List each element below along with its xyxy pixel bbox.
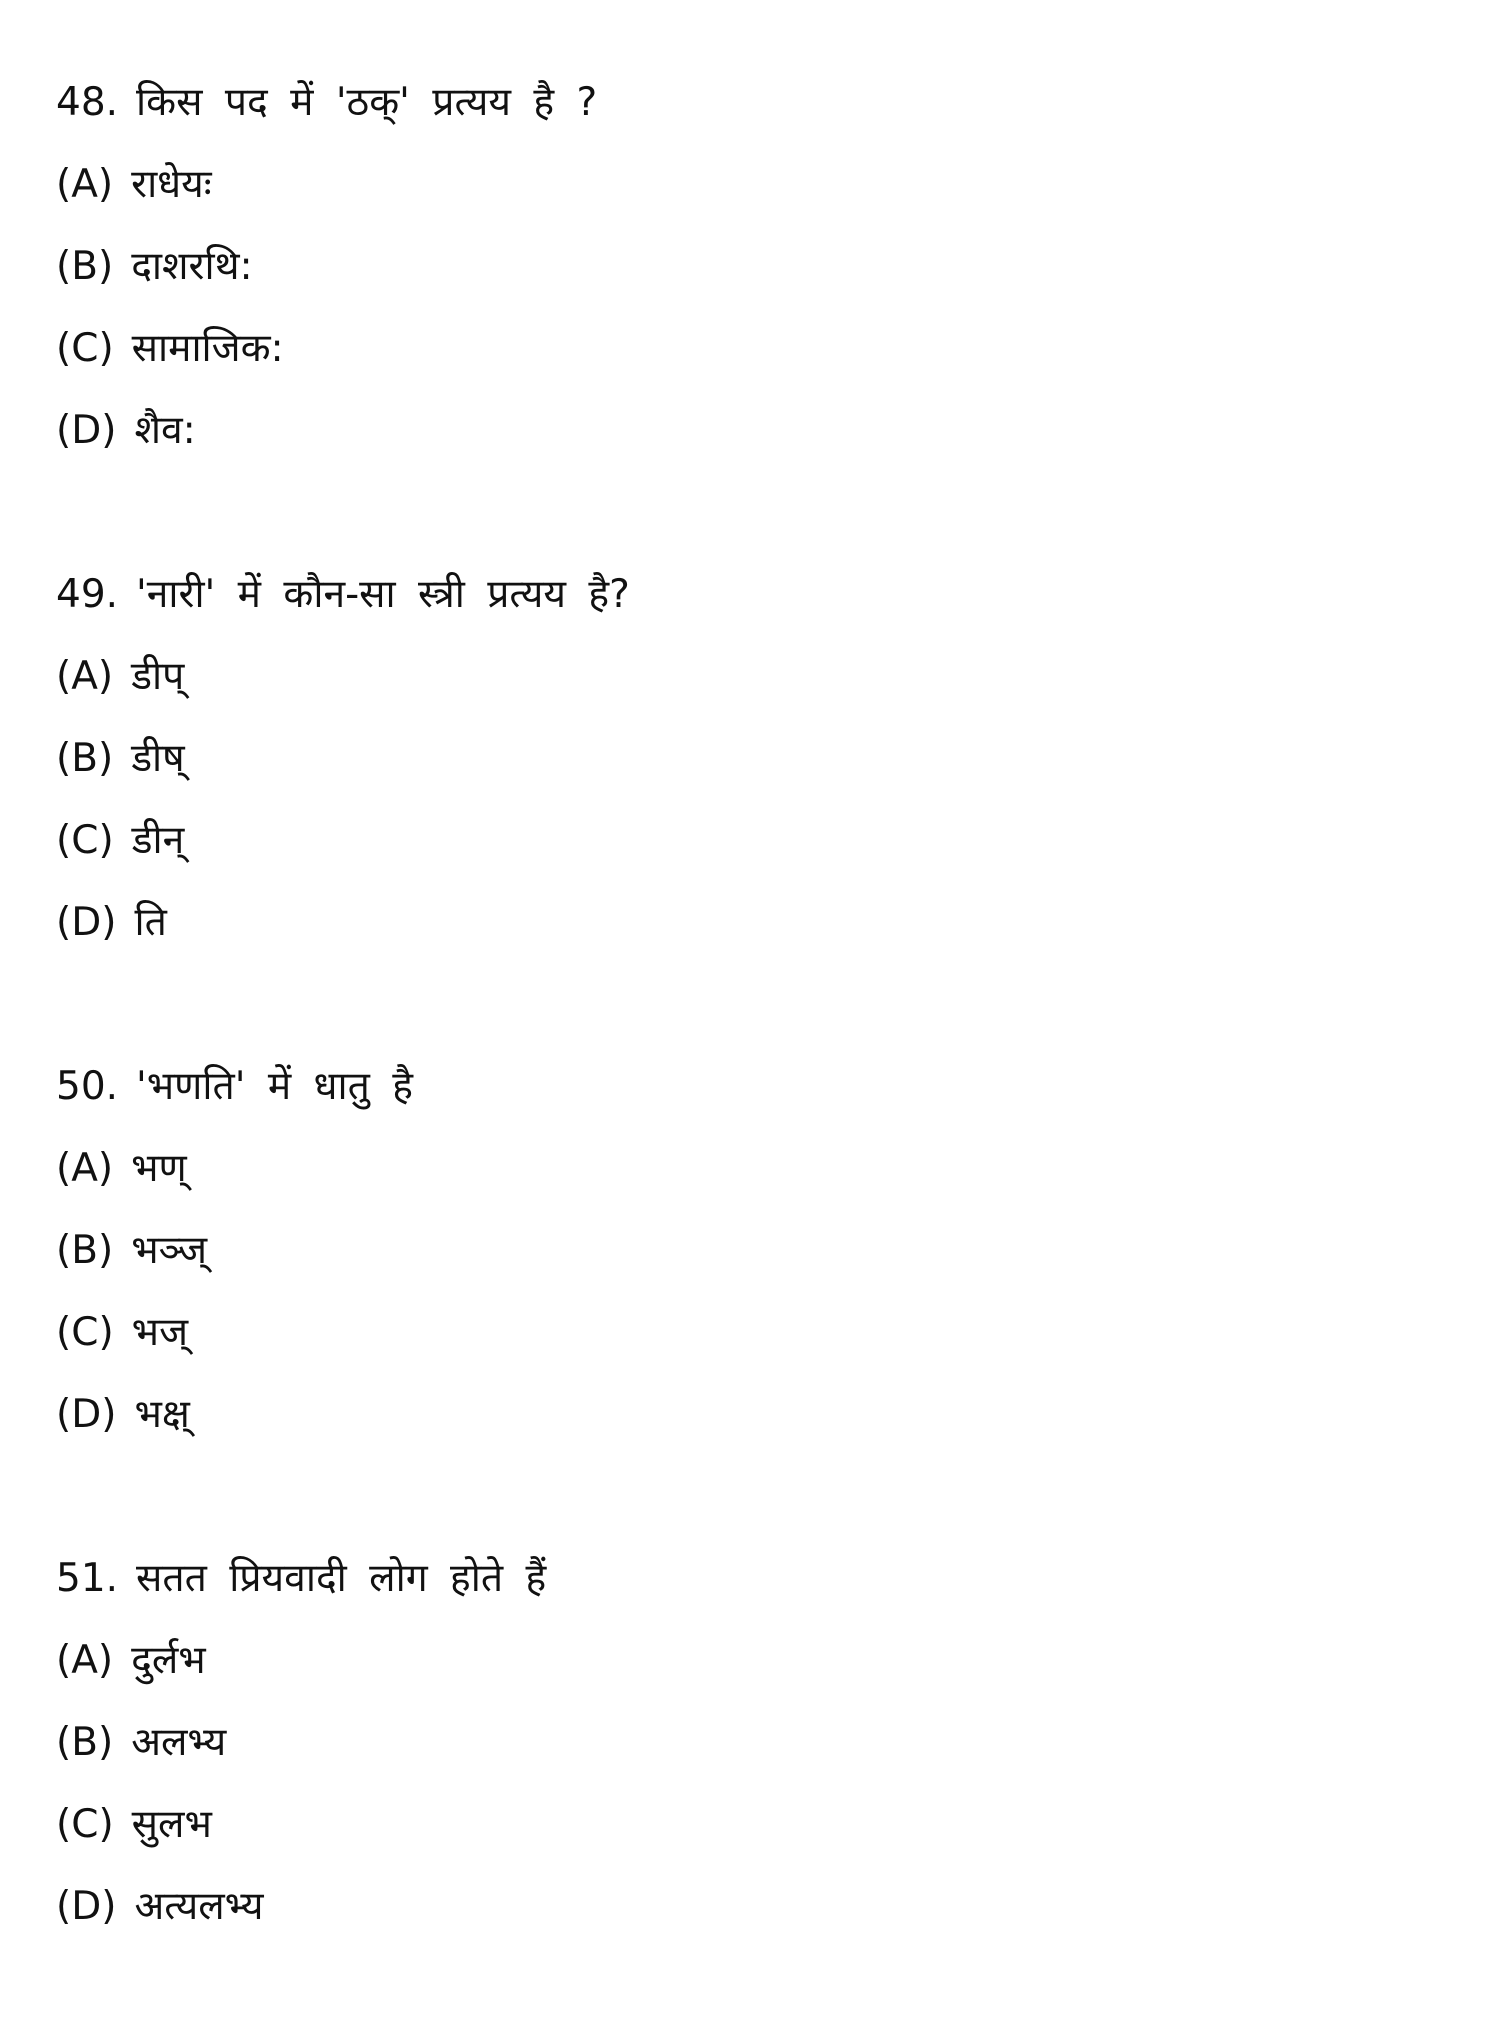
option-b bbox=[56, 726, 1436, 808]
option-d bbox=[56, 890, 1436, 972]
option-label: (A) bbox=[56, 1146, 114, 1191]
question-48 bbox=[56, 70, 1436, 562]
option-text: ति bbox=[134, 900, 167, 945]
option-text: राधेयः bbox=[131, 162, 212, 207]
option-text: सामाजिक: bbox=[131, 326, 284, 371]
option-a bbox=[56, 644, 1436, 726]
option-text: डीन् bbox=[131, 818, 185, 863]
option-text: डीप् bbox=[131, 654, 185, 699]
option-label: (D) bbox=[56, 1884, 117, 1929]
question-number: 49. bbox=[56, 572, 119, 617]
question-text: 'भणति' में धातु है bbox=[136, 1064, 413, 1109]
option-label: (B) bbox=[56, 1228, 114, 1273]
question-text: किस पद में 'ठक्' प्रत्यय है ? bbox=[136, 80, 598, 125]
option-b bbox=[56, 234, 1436, 316]
option-text: भक्ष् bbox=[134, 1392, 190, 1437]
option-a bbox=[56, 1628, 1436, 1710]
question-number: 50. bbox=[56, 1064, 119, 1109]
option-text: अत्यलभ्य bbox=[134, 1884, 264, 1929]
question-sheet bbox=[56, 70, 1436, 2038]
option-label: (A) bbox=[56, 162, 114, 207]
question-stem bbox=[56, 562, 1436, 644]
option-label: (A) bbox=[56, 1638, 114, 1683]
option-b bbox=[56, 1710, 1436, 1792]
option-a bbox=[56, 1136, 1436, 1218]
option-text: अलभ्य bbox=[131, 1720, 227, 1765]
option-label: (B) bbox=[56, 736, 114, 781]
option-c bbox=[56, 1300, 1436, 1382]
question-stem bbox=[56, 70, 1436, 152]
option-text: सुलभ bbox=[131, 1802, 212, 1847]
option-text: भज् bbox=[131, 1310, 189, 1355]
option-label: (A) bbox=[56, 654, 114, 699]
option-d bbox=[56, 398, 1436, 480]
option-label: (D) bbox=[56, 1392, 117, 1437]
question-stem bbox=[56, 1054, 1436, 1136]
option-text: शैव: bbox=[134, 408, 196, 453]
question-49 bbox=[56, 562, 1436, 1054]
option-c bbox=[56, 1792, 1436, 1874]
option-c bbox=[56, 808, 1436, 890]
option-a bbox=[56, 152, 1436, 234]
option-label: (B) bbox=[56, 244, 114, 289]
question-51 bbox=[56, 1546, 1436, 2038]
option-label: (D) bbox=[56, 900, 117, 945]
option-label: (C) bbox=[56, 326, 114, 371]
option-text: भण् bbox=[131, 1146, 187, 1191]
question-text: 'नारी' में कौन-सा स्त्री प्रत्यय है? bbox=[136, 572, 630, 617]
question-number: 51. bbox=[56, 1556, 119, 1601]
option-text: दाशरथि: bbox=[131, 244, 253, 289]
option-label: (C) bbox=[56, 1310, 114, 1355]
option-text: डीष् bbox=[131, 736, 185, 781]
option-b bbox=[56, 1218, 1436, 1300]
option-text: भञ्ज् bbox=[131, 1228, 208, 1273]
question-50 bbox=[56, 1054, 1436, 1546]
option-label: (C) bbox=[56, 818, 114, 863]
option-label: (C) bbox=[56, 1802, 114, 1847]
option-label: (D) bbox=[56, 408, 117, 453]
question-stem bbox=[56, 1546, 1436, 1628]
question-text: सतत प्रियवादी लोग होते हैं bbox=[136, 1556, 547, 1601]
question-number: 48. bbox=[56, 80, 119, 125]
option-c bbox=[56, 316, 1436, 398]
option-d bbox=[56, 1874, 1436, 1956]
option-d bbox=[56, 1382, 1436, 1464]
option-text: दुर्लभ bbox=[131, 1638, 206, 1683]
option-label: (B) bbox=[56, 1720, 114, 1765]
